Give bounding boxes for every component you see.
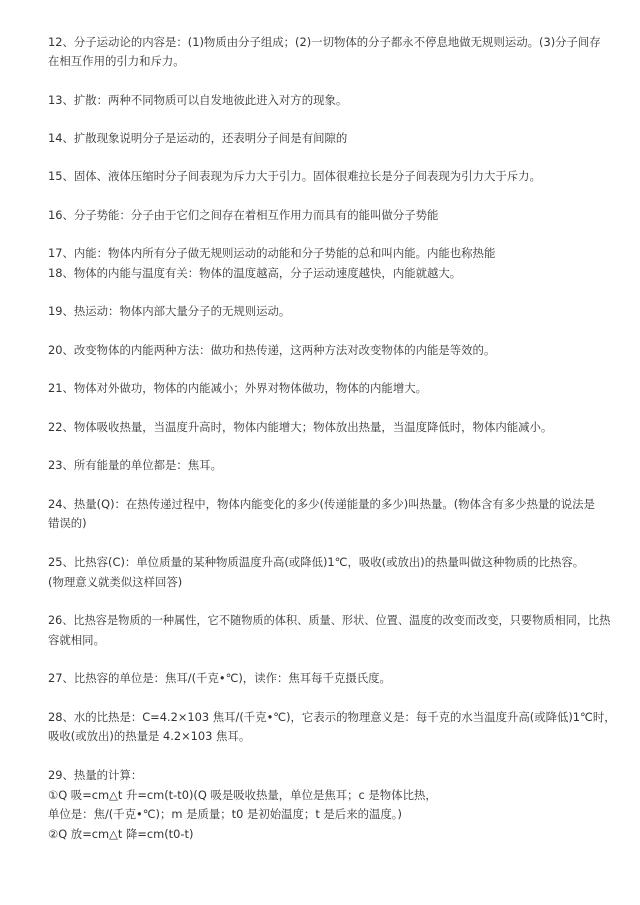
text-line: (物理意义就类似这样回答): [48, 575, 183, 589]
text-line: ①Q 吸=cm△t 升=cm(t-t0)(Q 吸是吸收热量，单位是焦耳；c 是物体比热，: [48, 788, 437, 802]
text-line: 容就相同。: [48, 633, 105, 647]
text-line: 单位是：焦/(千克•℃)；m 是质量；t0 是初始温度；t 是后来的温度。): [48, 807, 402, 821]
text-line: 22、物体吸收热量，当温度升高时，物体内能增大；物体放出热量，当温度降低时，物体内能减小。: [48, 420, 553, 434]
text-line: 28、水的比热是：C=4.2×103 焦耳/(千克•℃)，它表示的物理意义是：每千克的水当温度升高(或降低)1℃时，: [48, 710, 616, 724]
text-line: 错误的): [48, 516, 87, 530]
text-line: 12、分子运动论的内容是：(1)物质由分子组成；(2)一切物体的分子都永不停息地做无规则运动。(3)分子间存: [48, 35, 601, 49]
text-line: 26、比热容是物质的一种属性，它不随物质的体积、质量、形状、位置、温度的改变而改变，只要物质相同，比热: [48, 614, 611, 627]
text-line: 24、热量(Q)：在热传递过程中，物体内能变化的多少(传递能量的多少)叫热量。(物体含有多少热量的说法是: [48, 497, 595, 511]
text-line: 16、分子势能：分子由于它们之间存在着相互作用力而具有的能叫做分子势能: [48, 208, 439, 222]
text-line: 20、改变物体的内能两种方法：做功和热传递，这两种方法对改变物体的内能是等效的。: [48, 343, 496, 357]
text-line: 27、比热容的单位是：焦耳/(千克•℃)，读作：焦耳每千克摄氏度。: [48, 671, 391, 685]
text-line: 23、所有能量的单位都是：焦耳。: [48, 458, 222, 472]
text-line: 18、物体的内能与温度有关：物体的温度越高，分子运动速度越快，内能就越大。: [48, 266, 462, 280]
text-line: ②Q 放=cm△t 降=cm(t0-t): [48, 827, 194, 841]
text-line: 17、内能：物体内所有分子做无规则运动的动能和分子势能的总和叫内能。内能也称热能: [48, 246, 496, 260]
text-line: 21、物体对外做功，物体的内能减小；外界对物体做功，物体的内能增大。: [48, 381, 427, 395]
text-line: 13、扩散：两种不同物质可以自发地彼此进入对方的现象。: [48, 93, 348, 107]
text-line: 15、固体、液体压缩时分子间表现为斥力大于引力。固体很难拉长是分子间表现为引力大于斥力。: [48, 169, 541, 183]
text-line: 在相互作用的引力和斥力。: [48, 54, 185, 68]
text-line: 14、扩散现象说明分子是运动的，还表明分子间是有间隙的: [48, 131, 348, 145]
text-line: 吸收(或放出)的热量是 4.2×103 焦耳。: [48, 729, 251, 743]
text-line: 25、比热容(C)：单位质量的某种物质温度升高(或降低)1℃，吸收(或放出)的热量叫做这种物质的比热容。: [48, 555, 585, 569]
text-line: 29、热量的计算：: [48, 768, 143, 782]
text-line: 19、热运动：物体内部大量分子的无规则运动。: [48, 304, 291, 318]
